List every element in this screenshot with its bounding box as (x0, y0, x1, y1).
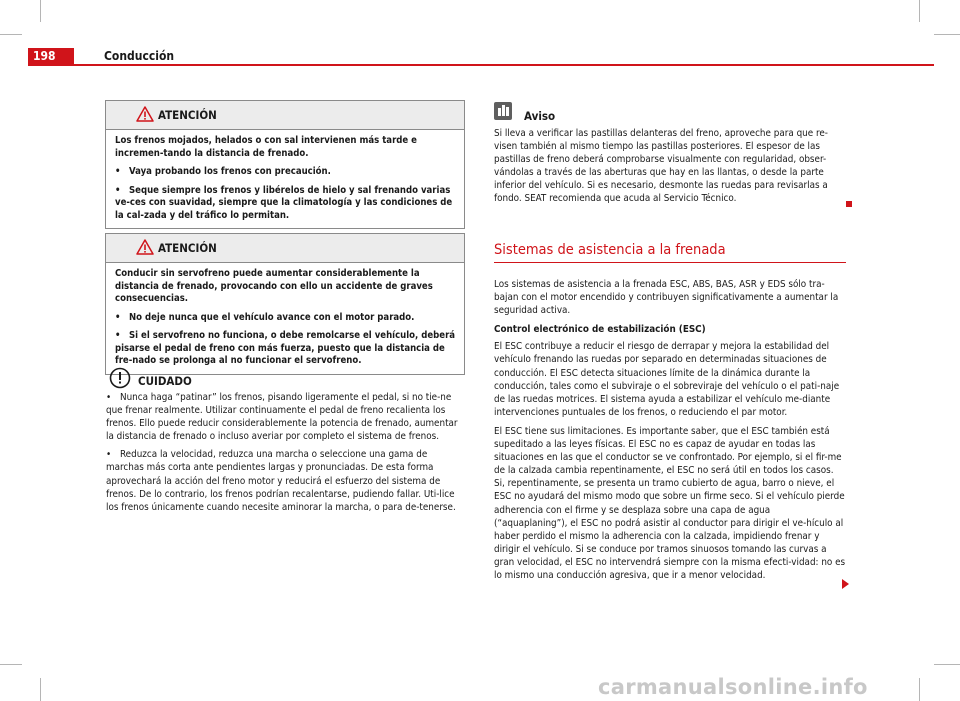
crop-mark (40, 0, 41, 22)
continue-arrow-icon (842, 579, 849, 589)
warning-header (106, 234, 464, 263)
crop-mark (934, 664, 960, 665)
exclamation-circle-icon (109, 367, 131, 393)
subheading: Control electrónico de estabilización (ESC) (494, 324, 706, 336)
bullet-icon: • (106, 392, 112, 403)
list-item: • Si el servofreno no funciona, o debe remolcarse el vehículo, deberá pisarse el pedal de freno con más fuerza, puesto que la distancia de fre-nado se prolonga al no funcionar el servofreno. (115, 330, 456, 366)
section-heading: Sistemas de asistencia a la frenada (494, 242, 726, 258)
caution-body (106, 391, 464, 514)
page-number: 198 (33, 49, 56, 63)
warning-box (105, 233, 465, 375)
bullet-icon: • (115, 330, 121, 341)
watermark: carmanualsonline.info (598, 675, 868, 699)
note-text: Si lleva a verificar las pastillas delanteras del freno, aproveche para que re-visen también al mismo tiempo las pastillas posteriores. El espesor de las pastillas de freno deberá comprobarse visualmente con regularidad, obser-vándolas a través de las aberturas que hay en las llantas, o desde la parte inferior del vehículo. Si es necesario, desmonte las ruedas para revisarlas a fondo. SEAT recomienda que acuda al Servicio Técnico. (494, 128, 828, 205)
bullet-icon: • (115, 166, 121, 177)
warning-text: Los frenos mojados, helados o con sal intervienen más tarde e incremen-tando la distancia de frenado. (115, 135, 417, 159)
paragraph: Los sistemas de asistencia a la frenada ESC, ABS, BAS, ASR y EDS sólo tra-bajan con el motor encendido y contribuyen significativamente a aumentar la seguridad activa. (494, 279, 839, 317)
warning-triangle-icon (136, 239, 154, 259)
warning-box (105, 100, 465, 229)
list-item: • Reduzca la velocidad, reduzca una marcha o seleccione una gama de marchas más corta ante pendientes largas y pronunciadas. De esta forma aprovechará la acción del freno motor y reducirá el esfuerzo del sistema de frenos. De lo contrario, los frenos podrían recalentarse, pudiendo fallar. Uti-lice los frenos únicamente cuando necesite aminorar la marcha, o para de-tenerse. (106, 449, 456, 513)
note-title: Aviso (524, 109, 556, 123)
list-item: • Seque siempre los frenos y libérelos de hielo y sal frenando varias ve-ces con suavidad, siempre que la climatología y las condiciones de la cal-zada y del tráfico lo permitan. (115, 184, 453, 221)
crop-mark (934, 34, 960, 35)
header-bar-inner (74, 48, 934, 64)
caution-block (106, 367, 464, 519)
crop-mark (0, 34, 22, 35)
list-item: • Nunca haga “patinar” los frenos, pisando ligeramente el pedal, si no tie-ne que frenar realmente. Utilizar continuamente el pedal de freno recalienta los frenos. Ello puede reducir considerablemente la potencia de frenado, aumentar la distancia de frenado o incluso averiar por completo el sistema de frenos. (106, 392, 458, 443)
section-title: Conducción (104, 49, 175, 63)
bullet-icon: • (115, 184, 121, 196)
paragraph: El ESC contribuye a reducir el riesgo de derrapar y mejora la estabilidad del vehículo frenando las ruedas por separado en determinadas situaciones de conducción. El ESC detecta situaciones límite de la dinámica durante la conducción, tales como el subviraje o el sobreviraje del vehículo o el pati-naje de las ruedas motrices. El sistema ayuda a estabilizar el vehículo me-diante intervenciones puntuales de los frenos, o reduciendo el par motor. (494, 341, 840, 418)
caution-title: CUIDADO (138, 374, 192, 388)
bullet-icon: • (106, 449, 112, 461)
warning-title: ATENCIÓN (158, 108, 217, 122)
info-note-icon (494, 102, 512, 120)
crop-mark (919, 0, 920, 22)
crop-mark (919, 678, 920, 701)
list-item: • Vaya probando los frenos con precaución. (115, 166, 331, 177)
warning-header (106, 101, 464, 130)
warning-text: Conducir sin servofreno puede aumentar considerablemente la distancia de frenado, provocando con ello un accidente de graves consecuencias. (115, 268, 433, 304)
warning-title: ATENCIÓN (158, 241, 217, 255)
end-of-section-icon (846, 201, 852, 207)
heading-rule (494, 262, 846, 263)
paragraph: El ESC tiene sus limitaciones. Es importante saber, que el ESC también está supeditado a las leyes físicas. El ESC no es capaz de ayudar en todas las situaciones en las que el conductor se ve confrontado. Por ejemplo, si el fir-me de la calzada cambia repentinamente, el ESC no será útil en todos los casos. Si, repentinamente, se presenta un tramo cubierto de agua, barro o nieve, el ESC no ayudará del mismo modo que sobre un firme seco. Si el vehículo pierde adherencia con el firme y se desplaza sobre una capa de agua (“aquaplaning”), el ESC no podrá asistir al conductor para dirigir el ve-hículo al haber perdido el mismo la adherencia con la calzada, impidiendo frenar y dirigir el vehículo. Si se conduce por tramos sinuosos tomando las curvas a gran velocidad, el ESC no intervendrá siempre con la misma efecti-vidad: no es lo mismo una conducción agresiva, que ir a menor velocidad. (494, 425, 846, 581)
warning-body (106, 130, 464, 228)
section-body (494, 278, 846, 588)
warning-body (106, 263, 464, 374)
list-item: • No deje nunca que el vehículo avance con el motor parado. (115, 311, 415, 323)
warning-triangle-icon (136, 106, 154, 126)
crop-mark (40, 678, 41, 701)
note-block (494, 102, 846, 206)
bullet-icon: • (115, 311, 121, 323)
crop-mark (0, 664, 22, 665)
